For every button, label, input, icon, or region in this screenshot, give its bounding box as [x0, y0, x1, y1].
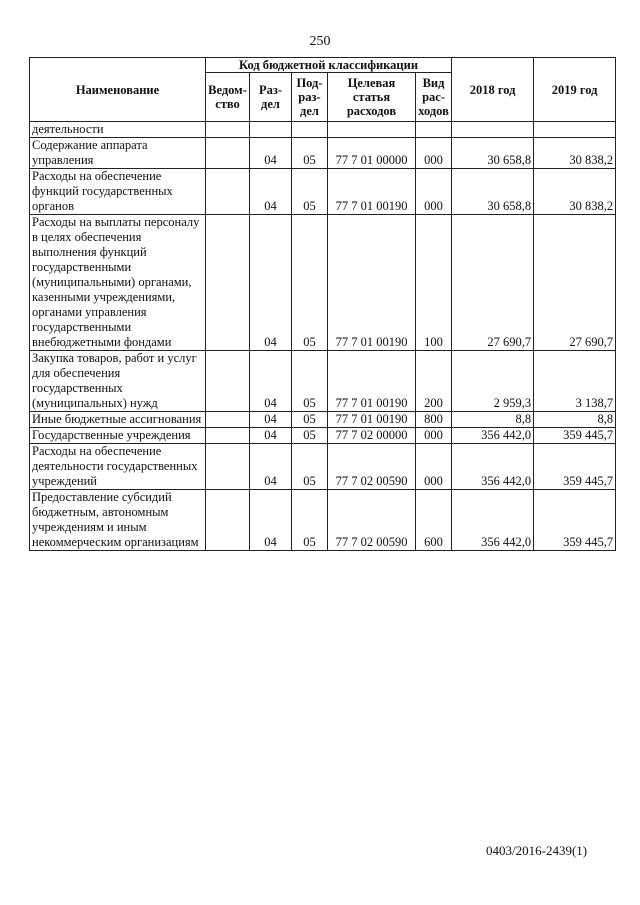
document-code: 0403/2016-2439(1): [486, 843, 588, 858]
table-row: [30, 412, 616, 428]
header-razdel-text: Раз-дел: [258, 83, 283, 111]
row-2018: 356 442,0: [452, 444, 534, 490]
header-vid-text: Вид рас-ходов: [418, 76, 449, 118]
row-razdel: 04: [250, 444, 292, 490]
row-2018: [452, 122, 534, 138]
row-name: Содержание аппарата управления: [30, 138, 206, 169]
row-2018: 27 690,7: [452, 215, 534, 351]
page-number: 250: [309, 34, 331, 49]
table-row: [30, 122, 616, 138]
row-razdel: 04: [250, 412, 292, 428]
row-2019: 359 445,7: [534, 428, 616, 444]
row-vid: 000: [416, 138, 452, 169]
table-row: [30, 215, 616, 351]
row-razdel: 04: [250, 138, 292, 169]
row-2018: 356 442,0: [452, 428, 534, 444]
row-razdel: 04: [250, 215, 292, 351]
row-name: Закупка товаров, работ и услуг для обеспечения государственных (муниципальных) нужд: [30, 351, 206, 412]
header-podrazdel: [292, 73, 328, 122]
header-code-group: Код бюджетной классификации: [206, 58, 452, 73]
header-vid: [416, 73, 452, 122]
row-vid: 000: [416, 444, 452, 490]
header-tselevaya: Целевая статья расходов: [328, 73, 416, 122]
header-razdel: [250, 73, 292, 122]
row-name: деятельности: [30, 122, 206, 138]
row-name: Государственные учреждения: [30, 428, 206, 444]
row-podrazdel: 05: [292, 490, 328, 551]
table-row: [30, 138, 616, 169]
row-podrazdel: 05: [292, 428, 328, 444]
row-vid: 800: [416, 412, 452, 428]
row-podrazdel: 05: [292, 412, 328, 428]
row-razdel: [250, 122, 292, 138]
budget-table: [29, 57, 616, 551]
row-vid: 000: [416, 169, 452, 215]
row-vedomstvo: [206, 428, 250, 444]
row-2018: 8,8: [452, 412, 534, 428]
row-tselevaya: 77 7 01 00190: [328, 169, 416, 215]
row-vedomstvo: [206, 122, 250, 138]
row-razdel: 04: [250, 169, 292, 215]
row-vedomstvo: [206, 215, 250, 351]
row-podrazdel: 05: [292, 215, 328, 351]
row-name: Расходы на выплаты персоналу в целях обеспечения выполнения функций государственными (муниципальными) органами, казенными учреждениями, органами управления государственными внебюджетными фондами: [30, 215, 206, 351]
row-vid: 000: [416, 428, 452, 444]
row-tselevaya: 77 7 01 00190: [328, 412, 416, 428]
row-name: Иные бюджетные ассигнования: [30, 412, 206, 428]
row-2018: 2 959,3: [452, 351, 534, 412]
row-2019: 3 138,7: [534, 351, 616, 412]
row-podrazdel: 05: [292, 351, 328, 412]
row-2019: 8,8: [534, 412, 616, 428]
row-tselevaya: [328, 122, 416, 138]
row-vid: 200: [416, 351, 452, 412]
row-2019: 359 445,7: [534, 444, 616, 490]
row-vid: [416, 122, 452, 138]
row-vedomstvo: [206, 169, 250, 215]
row-2018: 30 658,8: [452, 169, 534, 215]
row-2019: 27 690,7: [534, 215, 616, 351]
row-name: Предоставление субсидий бюджетным, автономным учреждениям и иным некоммерческим организациям: [30, 490, 206, 551]
table-row: [30, 490, 616, 551]
row-2018: 356 442,0: [452, 490, 534, 551]
row-vedomstvo: [206, 412, 250, 428]
row-vid: 600: [416, 490, 452, 551]
header-vedomstvo: [206, 73, 250, 122]
table-row: [30, 428, 616, 444]
header-name: Наименование: [30, 58, 206, 122]
table-row: [30, 169, 616, 215]
row-razdel: 04: [250, 428, 292, 444]
row-razdel: 04: [250, 351, 292, 412]
row-razdel: 04: [250, 490, 292, 551]
row-name: Расходы на обеспечение деятельности государственных учреждений: [30, 444, 206, 490]
row-name: Расходы на обеспечение функций государственных органов: [30, 169, 206, 215]
row-tselevaya: 77 7 02 00590: [328, 444, 416, 490]
row-tselevaya: 77 7 02 00000: [328, 428, 416, 444]
row-vedomstvo: [206, 138, 250, 169]
row-vedomstvo: [206, 351, 250, 412]
header-year-2019: 2019 год: [534, 58, 616, 122]
table-row: [30, 351, 616, 412]
row-tselevaya: 77 7 02 00590: [328, 490, 416, 551]
row-podrazdel: 05: [292, 169, 328, 215]
table-row: [30, 444, 616, 490]
row-tselevaya: 77 7 01 00190: [328, 351, 416, 412]
row-2019: 30 838,2: [534, 138, 616, 169]
row-podrazdel: 05: [292, 444, 328, 490]
row-tselevaya: 77 7 01 00000: [328, 138, 416, 169]
row-2019: [534, 122, 616, 138]
row-podrazdel: 05: [292, 138, 328, 169]
row-2018: 30 658,8: [452, 138, 534, 169]
row-podrazdel: [292, 122, 328, 138]
header-vedomstvo-text: Ведом-ство: [208, 83, 247, 111]
row-2019: 359 445,7: [534, 490, 616, 551]
row-vedomstvo: [206, 490, 250, 551]
row-2019: 30 838,2: [534, 169, 616, 215]
row-vid: 100: [416, 215, 452, 351]
header-year-2018: 2018 год: [452, 58, 534, 122]
header-podrazdel-text: Под-раз-дел: [296, 76, 323, 118]
row-tselevaya: 77 7 01 00190: [328, 215, 416, 351]
row-vedomstvo: [206, 444, 250, 490]
